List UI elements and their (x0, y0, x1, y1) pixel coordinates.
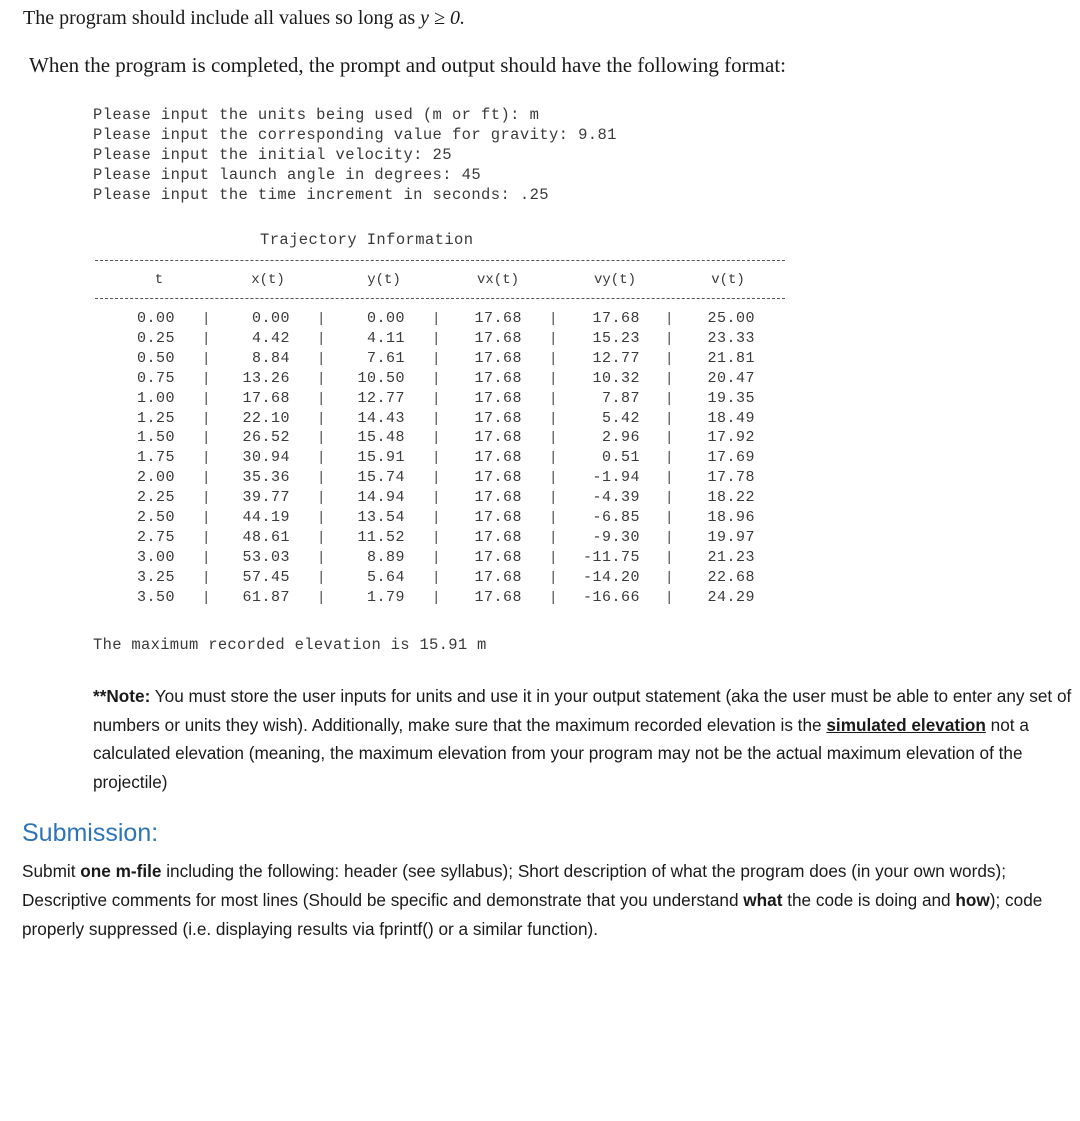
table-cell: 2.50 (136, 509, 175, 526)
table-cell: 17.68 (474, 409, 522, 427)
submission-text-1: Submit (22, 861, 81, 881)
table-cell: 17.68 (474, 329, 522, 347)
column-separator: | (432, 549, 441, 566)
table-cell: 17.68 (474, 310, 522, 327)
column-separator: | (432, 311, 441, 327)
table-cell: 1.00 (136, 389, 175, 407)
table-cell: 17.92 (707, 429, 755, 447)
submission-bold-1: one m-file (80, 861, 162, 881)
table-cell: 20.47 (707, 369, 755, 387)
table-cell: 4.11 (366, 329, 405, 347)
table-cell: 0.51 (601, 449, 640, 467)
submission-text-3: the code is doing and (782, 890, 956, 910)
column-separator: | (665, 450, 674, 467)
column-separator: | (549, 370, 558, 387)
column-separator: | (665, 490, 674, 507)
table-cell: 14.43 (357, 409, 405, 427)
column-separator: | (665, 430, 674, 447)
column-separator: | (317, 589, 326, 606)
column-separator: | (202, 330, 211, 347)
column-separator: | (549, 529, 558, 546)
column-separator: | (549, 470, 558, 487)
table-cell: 3.25 (136, 568, 175, 586)
table-cell: 44.19 (242, 509, 290, 526)
table-cell: 18.22 (707, 489, 755, 507)
table-cell: 13.54 (357, 509, 405, 526)
column-separator: | (665, 529, 674, 546)
column-separator: | (549, 549, 558, 566)
table-cell: 3.50 (136, 588, 175, 606)
table-cell: 23.33 (707, 329, 755, 347)
header-v: v(t) (711, 272, 745, 288)
prompt-line: Please input the time increment in seconds: .25 (93, 186, 549, 204)
prompt-line: Please input the units being used (m or ft): m (93, 106, 540, 124)
table-cell: 4.42 (251, 329, 290, 347)
intro-line-1-text: The program should include all values so long as (23, 7, 421, 29)
table-caption: Trajectory Information (260, 231, 474, 249)
column-separator: | (317, 490, 326, 507)
column-separator: | (665, 470, 674, 487)
table-cell: 17.78 (707, 469, 755, 487)
column-separator: | (317, 569, 326, 586)
table-cell: 21.81 (707, 349, 755, 367)
prompt-line: Please input the corresponding value for gravity: 9.81 (93, 126, 617, 144)
table-cell: 1.50 (136, 429, 175, 447)
column-separator: | (317, 549, 326, 566)
table-cell: -14.20 (582, 568, 640, 586)
column-separator: | (549, 450, 558, 467)
table-cell: 35.36 (242, 469, 290, 487)
table-cell: 48.61 (242, 528, 290, 546)
note-emphasis: simulated elevation (826, 714, 986, 735)
max-elevation-line: The maximum recorded elevation is 15.91 m (93, 636, 487, 654)
table-cell: 17.68 (474, 389, 522, 407)
submission-heading: Submission: (22, 819, 159, 847)
table-cell: 0.00 (366, 310, 405, 327)
table-cell: 18.49 (707, 409, 755, 427)
column-separator: | (665, 589, 674, 606)
column-separator: | (202, 410, 211, 427)
column-separator: | (202, 350, 211, 367)
table-cell: 8.89 (366, 548, 405, 566)
table-cell: 0.75 (136, 369, 175, 387)
table-cell: 17.68 (474, 449, 522, 467)
column-separator: | (665, 390, 674, 407)
column-separator: | (432, 410, 441, 427)
prompt-line: Please input launch angle in degrees: 45 (93, 166, 482, 184)
table-cell: 7.61 (366, 349, 405, 367)
column-separator: | (202, 589, 211, 606)
header-y: y(t) (367, 272, 401, 288)
table-cell: 2.96 (601, 429, 640, 447)
table-cell: 7.87 (601, 389, 640, 407)
table-cell: 17.68 (242, 389, 290, 407)
column-separator: | (549, 569, 558, 586)
column-separator: | (549, 410, 558, 427)
header-vy: vy(t) (593, 272, 636, 288)
table-cell: 57.45 (242, 568, 290, 586)
column-separator: | (665, 311, 674, 327)
column-separator: | (317, 410, 326, 427)
table-cell: 0.25 (136, 329, 175, 347)
table-cell: -11.75 (582, 548, 640, 566)
table-cell: 17.68 (474, 429, 522, 447)
column-separator: | (432, 589, 441, 606)
table-cell: 10.32 (592, 369, 640, 387)
table-cell: 17.68 (474, 369, 522, 387)
column-separator: | (432, 370, 441, 387)
header-x: x(t) (251, 272, 285, 288)
table-cell: 17.68 (474, 469, 522, 487)
column-separator: | (665, 510, 674, 526)
note-paragraph (93, 682, 1073, 796)
table-cell: 30.94 (242, 449, 290, 467)
table-cell: 0.50 (136, 349, 175, 367)
table-cell: 25.00 (707, 310, 755, 327)
table-cell: 15.48 (357, 429, 405, 447)
table-cell: 0.00 (251, 310, 290, 327)
column-separator: | (665, 370, 674, 387)
table-cell: 19.35 (707, 389, 755, 407)
column-separator: | (202, 450, 211, 467)
column-separator: | (202, 390, 211, 407)
table-cell: 17.68 (474, 588, 522, 606)
table-cell: 17.68 (474, 349, 522, 367)
table-cell: -4.39 (592, 489, 640, 507)
table-divider-bottom (95, 298, 785, 299)
column-separator: | (317, 470, 326, 487)
column-separator: | (202, 430, 211, 447)
column-separator: | (432, 569, 441, 586)
column-separator: | (317, 370, 326, 387)
table-cell: -9.30 (592, 528, 640, 546)
column-separator: | (432, 350, 441, 367)
column-separator: | (665, 330, 674, 347)
table-cell: 1.79 (366, 588, 405, 606)
column-separator: | (202, 569, 211, 586)
column-separator: | (432, 330, 441, 347)
column-separator: | (432, 490, 441, 507)
table-cell: 26.52 (242, 429, 290, 447)
column-separator: | (317, 510, 326, 526)
column-separator: | (202, 549, 211, 566)
table-cell: 21.23 (707, 548, 755, 566)
table-cell: 0.00 (136, 310, 175, 327)
submission-bold-2: what (743, 890, 783, 910)
table-cell: 15.91 (357, 449, 405, 467)
column-separator: | (432, 529, 441, 546)
table-cell: 5.64 (366, 568, 405, 586)
table-cell: 22.68 (707, 568, 755, 586)
column-separator: | (317, 350, 326, 367)
column-separator: | (549, 350, 558, 367)
column-separator: | (432, 470, 441, 487)
column-separator: | (549, 390, 558, 407)
column-separator: | (549, 510, 558, 526)
column-separator: | (317, 450, 326, 467)
table-cell: 17.68 (474, 548, 522, 566)
column-separator: | (202, 529, 211, 546)
table-cell: 11.52 (357, 528, 405, 546)
column-separator: | (432, 390, 441, 407)
table-cell: 17.68 (474, 528, 522, 546)
table-cell: -1.94 (592, 469, 640, 487)
table-cell: 12.77 (592, 349, 640, 367)
column-separator: | (665, 410, 674, 427)
table-cell: 14.94 (357, 489, 405, 507)
submission-paragraph (22, 857, 1062, 944)
column-separator: | (202, 470, 211, 487)
table-cell: 17.68 (592, 310, 640, 327)
table-cell: 17.68 (474, 509, 522, 526)
column-separator: | (202, 510, 211, 526)
column-separator: | (549, 311, 558, 327)
intro-line-1 (23, 7, 465, 30)
column-separator: | (549, 589, 558, 606)
column-separator: | (432, 450, 441, 467)
column-separator: | (317, 330, 326, 347)
column-separator: | (549, 430, 558, 447)
header-vx: vx(t) (476, 272, 519, 288)
note-text-2: not a calculated elevation (meaning, the maximum elevation from your program may not be the actual maximum elevation of the projectile) (93, 714, 1029, 792)
column-separator: | (549, 490, 558, 507)
column-separator: | (432, 430, 441, 447)
column-separator: | (317, 390, 326, 407)
note-label: **Note: (93, 686, 151, 706)
header-t: t (154, 272, 164, 288)
submission-text-2: including the following: header (see syllabus); Short description of what the program does (in your own words); Descriptive comments for most lines (Should be specific and demonstrate that you understand (22, 861, 1006, 910)
column-separator: | (665, 569, 674, 586)
table-cell: -16.66 (582, 588, 640, 606)
table-cell: 19.97 (707, 528, 755, 546)
table-cell: 15.74 (357, 469, 405, 487)
table-cell: 1.75 (136, 449, 175, 467)
table-cell: 39.77 (242, 489, 290, 507)
column-separator: | (202, 490, 211, 507)
intro-line-2: When the program is completed, the prompt and output should have the following format: (29, 53, 786, 77)
note-text-1: You must store the user inputs for units and use it in your output statement (aka the user must be able to enter any set of numbers or units they wish). Additionally, make sure that the maximum recorded elevation is the (93, 686, 1072, 735)
column-separator: | (665, 350, 674, 367)
table-cell: 15.23 (592, 329, 640, 347)
column-separator: | (317, 430, 326, 447)
table-cell: -6.85 (592, 509, 640, 526)
table-cell: 61.87 (242, 588, 290, 606)
table-cell: 12.77 (357, 389, 405, 407)
table-cell: 17.69 (707, 449, 755, 467)
condition-math: y ≥ 0. (420, 7, 465, 29)
table-cell: 24.29 (707, 588, 755, 606)
table-divider-top (95, 260, 785, 261)
prompt-line: Please input the initial velocity: 25 (93, 146, 452, 164)
table-cell: 3.00 (136, 548, 175, 566)
column-separator: | (432, 510, 441, 526)
table-cell: 8.84 (251, 349, 290, 367)
table-cell: 17.68 (474, 568, 522, 586)
table-cell: 53.03 (242, 548, 290, 566)
column-separator: | (202, 311, 211, 327)
table-cell: 1.25 (136, 409, 175, 427)
table-cell: 2.25 (136, 489, 175, 507)
submission-text-4: ); code properly suppressed (i.e. displaying results via fprintf() or a similar function). (22, 890, 1043, 939)
table-cell: 5.42 (601, 409, 640, 427)
table-cell: 2.00 (136, 469, 175, 487)
column-separator: | (665, 549, 674, 566)
table-cell: 10.50 (357, 369, 405, 387)
table-cell: 22.10 (242, 409, 290, 427)
column-separator: | (317, 311, 326, 327)
column-separator: | (549, 330, 558, 347)
table-cell: 18.96 (707, 509, 755, 526)
table-cell: 17.68 (474, 489, 522, 507)
submission-bold-3: how (955, 890, 990, 910)
column-separator: | (317, 529, 326, 546)
table-cell: 13.26 (242, 369, 290, 387)
table-cell: 2.75 (136, 528, 175, 546)
column-separator: | (202, 370, 211, 387)
